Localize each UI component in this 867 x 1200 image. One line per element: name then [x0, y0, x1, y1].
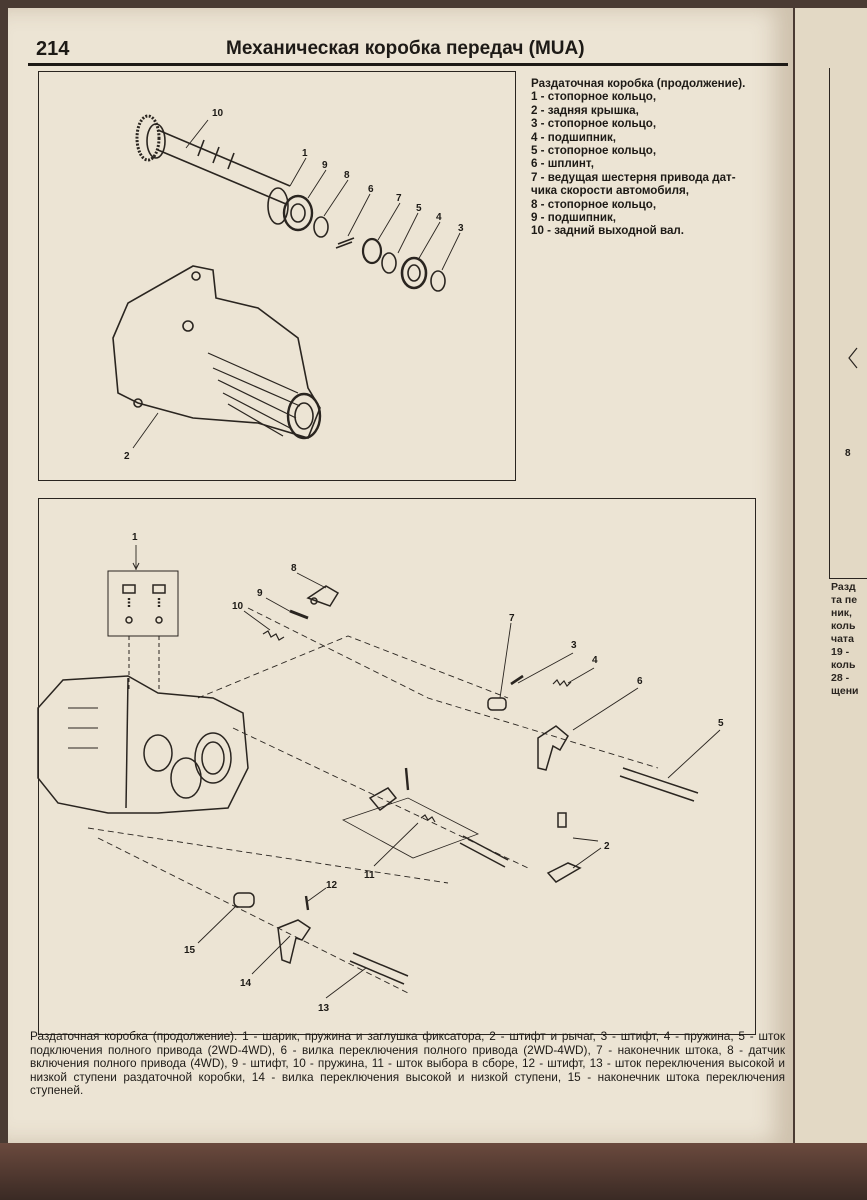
callout-9: 9 — [257, 588, 263, 599]
detent-parts-group — [108, 571, 178, 636]
legend-line: 6 - шплинт, — [531, 157, 594, 171]
lever-2 — [548, 863, 580, 882]
rod-5 — [620, 768, 698, 801]
adjacent-line: та пе — [831, 594, 858, 606]
legend-line: Раздаточная коробка (продолжение). — [531, 77, 746, 90]
callout-5: 5 — [718, 718, 724, 729]
legend-line: 4 - подшипник, — [531, 130, 616, 144]
callout-4: 4 — [592, 655, 598, 666]
callout-8: 8 — [291, 563, 297, 574]
callout-3: 3 — [458, 223, 464, 234]
adjacent-line: 28 - — [831, 672, 850, 684]
legend-line: 8 - стопорное кольцо, — [531, 197, 657, 211]
adjacent-line: 19 - — [831, 646, 850, 658]
background-surface — [0, 1143, 867, 1200]
legend-line: 7 - ведущая шестерня привода дат- — [531, 170, 736, 184]
figure-2-drawing — [8, 8, 793, 1143]
legend-line: 3 - стопорное кольцо, — [531, 117, 657, 131]
book-page — [8, 8, 793, 1143]
rod-end-15 — [234, 893, 254, 907]
callout-5: 5 — [416, 203, 422, 214]
callout-10: 10 — [212, 108, 224, 119]
adjacent-page-text — [831, 581, 859, 698]
callout-15: 15 — [184, 945, 196, 956]
callout-11: 11 — [364, 870, 375, 881]
callout-4: 4 — [436, 212, 442, 223]
page-number: 214 — [36, 38, 70, 60]
callout-7: 7 — [396, 193, 402, 204]
callout-10: 10 — [232, 601, 244, 612]
running-title: Механическая коробка передач (MUA) — [226, 38, 585, 59]
legend-line: 5 - стопорное кольцо, — [531, 144, 657, 158]
callout-13: 13 — [318, 1003, 330, 1014]
rod-end-7 — [488, 698, 506, 710]
adjacent-line: коль — [831, 620, 856, 632]
figure-2-caption: Раздаточная коробка (продолжение). 1 - шарик, пружина и заглушка фиксатора, 2 - штифт и рычаг, 3 - штифт, 4 - пружина, 5 - шток подключения полного привода (2WD-4WD), 6 - вилка переключения полного привода (2WD-4WD), 7 - наконечник штока, 8 - датчик включения полного привода (4WD), 9 - штифт, 10 - пружина, 11 - шток выбора в сборе, 12 - штифт, 13 - шток переключения высокой и низкой ступени раздаточной коробки, 14 - вилка переключения высокой и низкой ступени, 15 - наконечник штока переключения ступеней. — [30, 1029, 785, 1098]
legend-line: 2 - задняя крышка, — [531, 103, 639, 117]
legend-line: чика скорости автомобиля, — [531, 184, 690, 198]
transfer-case-housing — [38, 676, 248, 813]
callout-2: 2 — [124, 451, 130, 462]
legend-line: 10 - задний выходной вал. — [531, 224, 685, 238]
adjacent-line: щени — [831, 685, 859, 697]
adjacent-page-drawing — [795, 8, 867, 1143]
callout-2: 2 — [604, 841, 610, 852]
adjacent-line: коль — [831, 659, 856, 671]
callout-6: 6 — [637, 676, 643, 687]
figure-2-callouts — [132, 532, 724, 1014]
adjacent-line: ник, — [831, 607, 852, 619]
callout-12: 12 — [326, 880, 338, 891]
adjacent-line: чата — [831, 633, 854, 645]
adjacent-page-edge — [795, 8, 867, 1143]
callout-14: 14 — [240, 978, 252, 989]
callout-7: 7 — [509, 613, 515, 624]
legend-line: 1 - стопорное кольцо, — [531, 90, 657, 104]
adjacent-line: Разд — [831, 581, 856, 593]
adjacent-callout: 8 — [845, 448, 851, 459]
callout-6: 6 — [368, 184, 374, 195]
callout-1: 1 — [132, 532, 138, 543]
callout-1: 1 — [302, 148, 308, 159]
legend-line: 9 - подшипник, — [531, 211, 616, 225]
callout-3: 3 — [571, 640, 577, 651]
callout-9: 9 — [322, 160, 328, 171]
callout-8: 8 — [344, 170, 350, 181]
